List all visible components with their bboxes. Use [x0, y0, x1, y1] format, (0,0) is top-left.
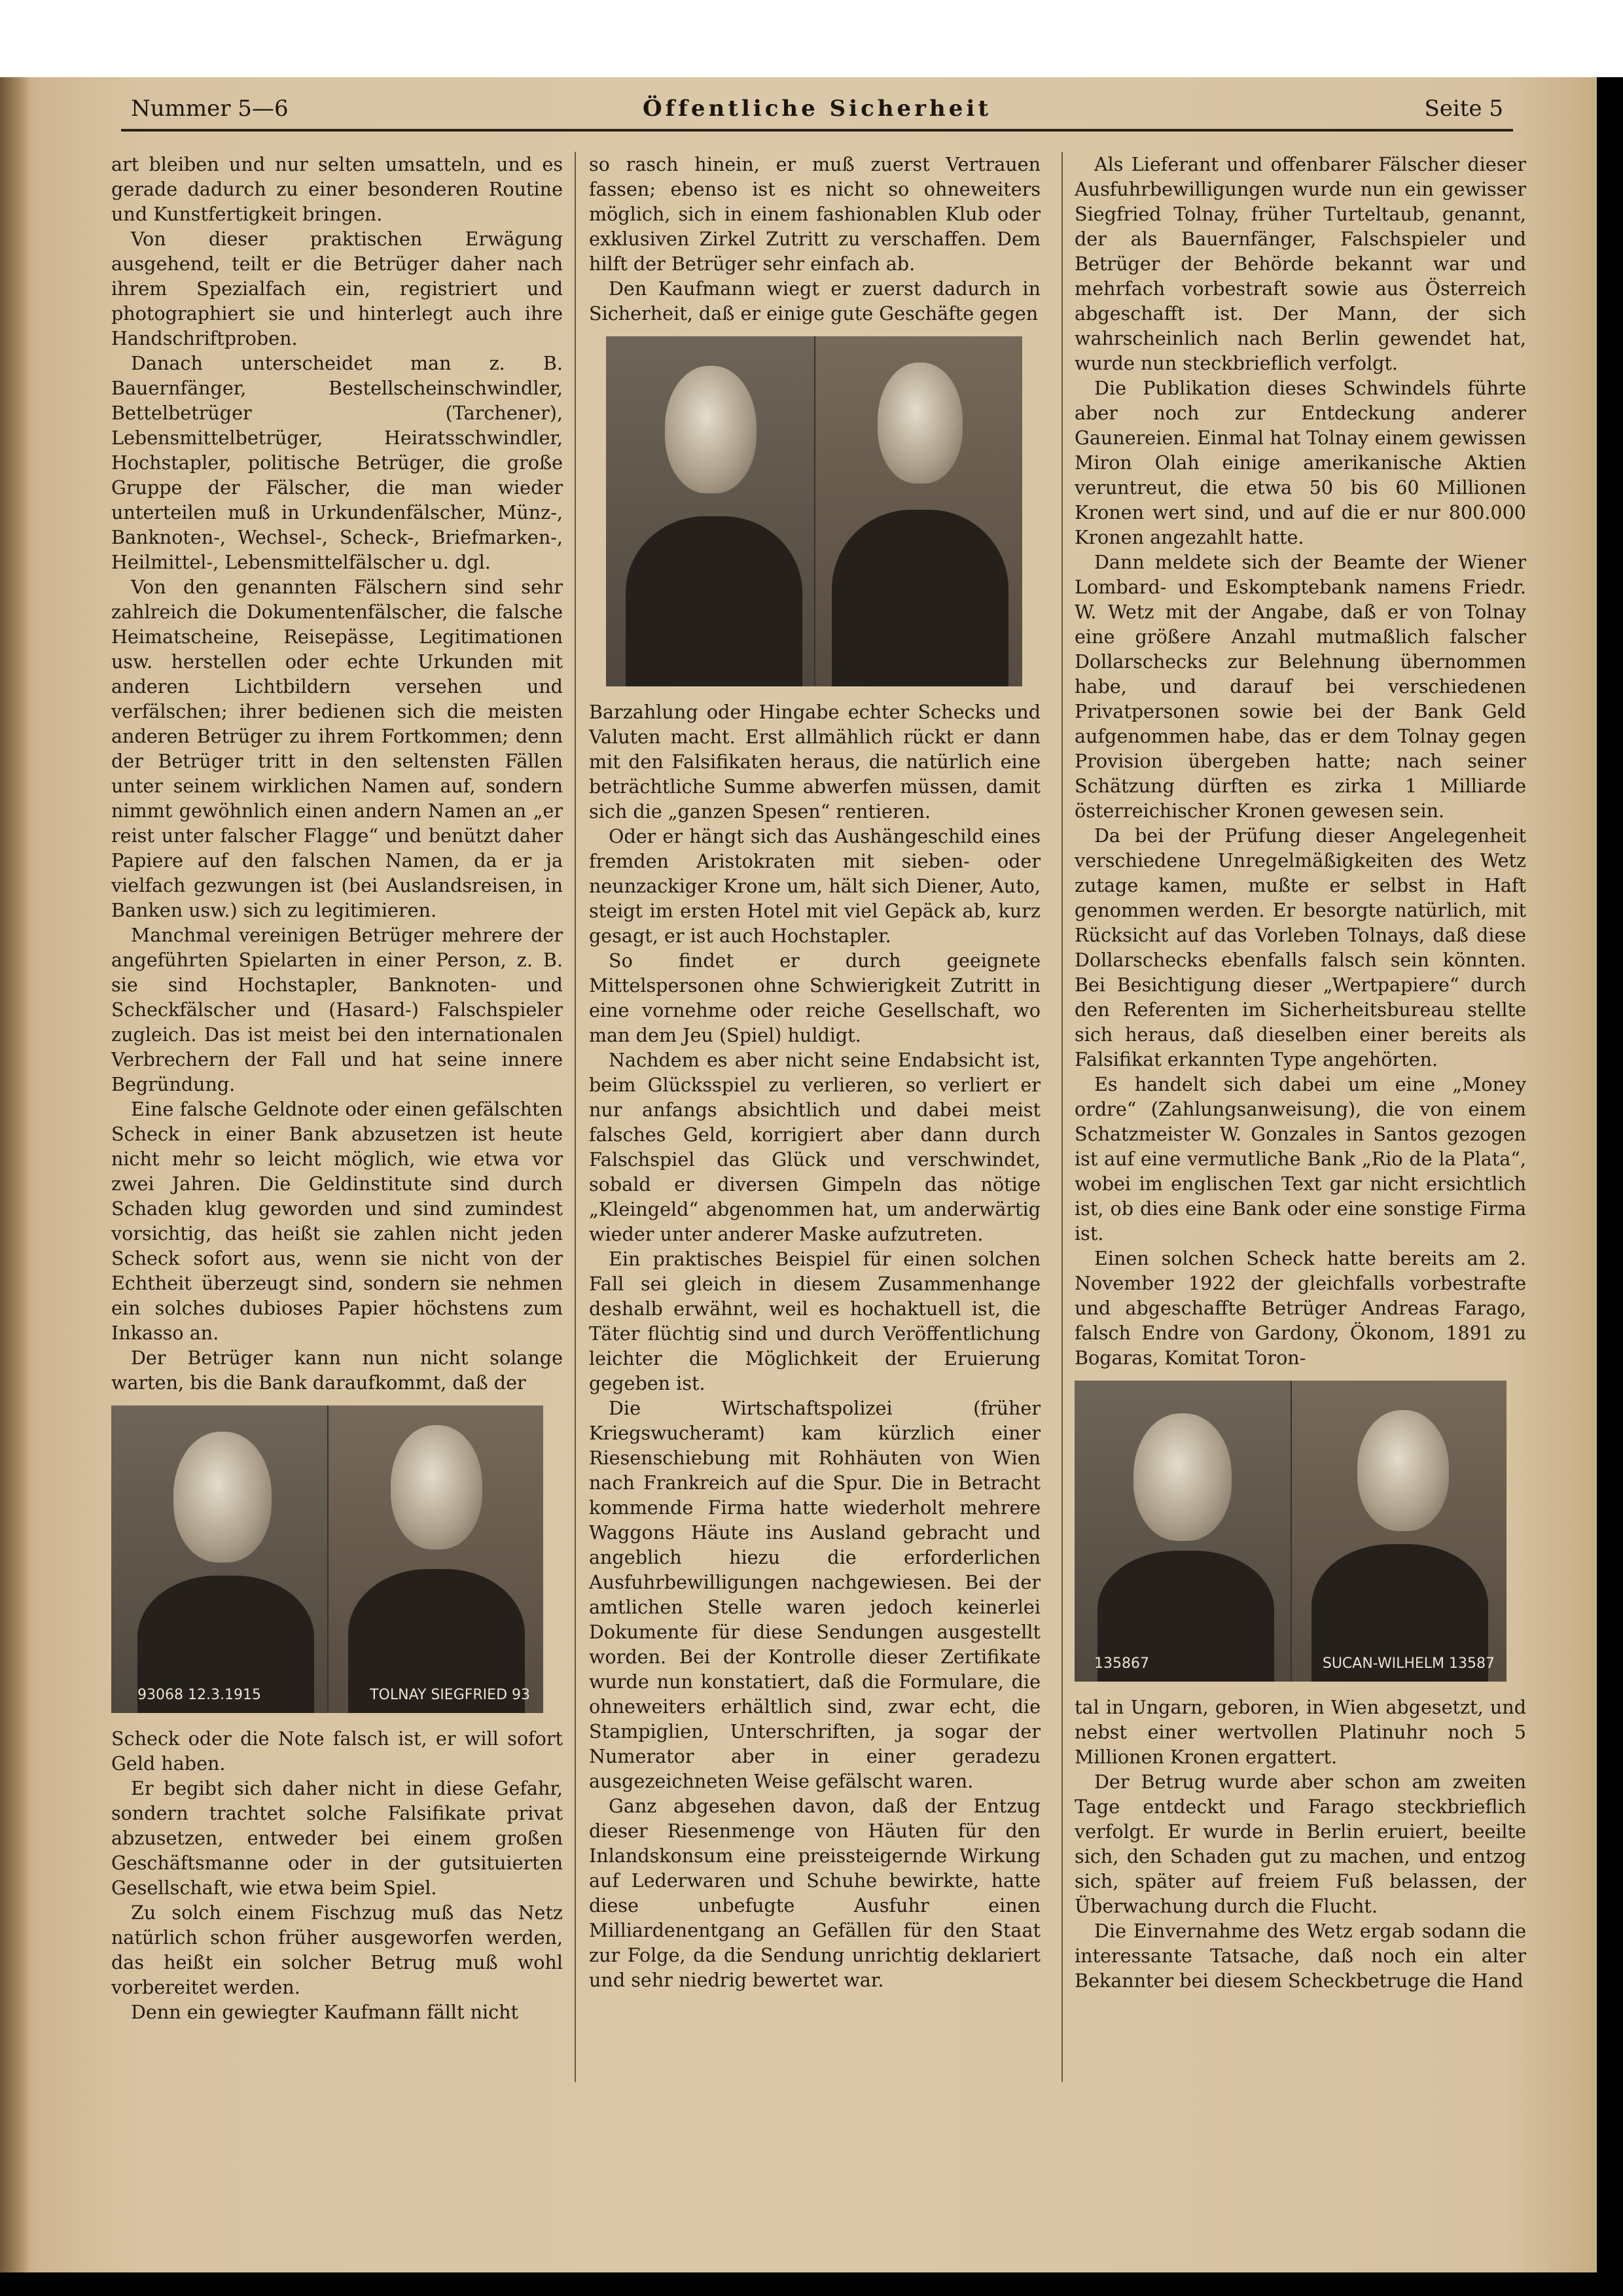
paragraph: so rasch hinein, er muß zuerst Vertrauen fassen; ebenso ist es nicht so ohneweiters möglich, sich in einem fashionablen Klub oder exklusiven Zirkel Zutritt zu verschaffen. Dem hilft der Betrüger sehr einfach ab.: [589, 153, 1041, 275]
paragraph: Nachdem es aber nicht seine Endabsicht ist, beim Glücksspiel zu verlieren, so verliert er nur anfangs absichtlich und dabei meist falsches Geld, korrigiert aber dann durch Falschspiel das Glück und verschwindet, sobald er diversen Gimpeln das nötige „Kleingeld“ abgenommen hat, um anderwärtig wieder unter anderer Maske aufzutreten.: [589, 1049, 1041, 1245]
paragraph: Zu solch einem Fischzug muß das Netz natürlich schon früher ausgeworfen werden, das heißt ein solcher Betrug muß wohl vorbereitet werden.: [111, 1901, 563, 1998]
paragraph: tal in Ungarn, geboren, in Wien abgesetzt, und nebst einer wertvollen Platinuhr noch 5 Millionen Kronen ergattert.: [1075, 1696, 1526, 1768]
paragraph: Als Lieferant und offenbarer Fälscher dieser Ausfuhrbewilligungen wurde nun ein gewisser Siegfried Tolnay, früher Turteltaub, genannt, der als Bauernfänger, Falschspieler und Betrüger der Behörde bekannt war und mehrfach vorbestraft sowie aus Österreich abgeschafft ist. Der Mann, der sich wahrscheinlich nach Berlin gewendet hat, wurde nun steckbrieflich verfolgt.: [1075, 153, 1526, 374]
paragraph: So findet er durch geeignete Mittelspersonen ohne Schwierigkeit Zutritt in eine vornehme oder reiche Gesellschaft, wo man dem Jeu (Spiel) huldigt.: [589, 949, 1041, 1046]
page-number: Seite 5: [1424, 96, 1503, 122]
paragraph: Einen solchen Scheck hatte bereits am 2. November 1922 der gleichfalls vorbestrafte und abgeschaffte Betrüger Andreas Farago, falsch Endre von Gardony, Ökonom, 1891 zu Bogaras, Komitat Toron-: [1075, 1247, 1526, 1369]
issue-number: Nummer 5—6: [131, 96, 289, 122]
mugshot-photo-farago: [1075, 1381, 1507, 1682]
profile-view: [1075, 1381, 1291, 1682]
paragraph: Ein praktisches Beispiel für einen solchen Fall sei gleich in diesem Zusammenhange deshalb erwähnt, weil es hochaktuell ist, die Täter flüchtig sind und durch Veröffentlichung leichter die Möglichkeit der Eruierung gegeben ist.: [589, 1248, 1041, 1394]
paragraph: Oder er hängt sich das Aushängeschild eines fremden Aristokraten mit sieben- oder neunzackiger Krone um, hält sich Diener, Auto, steigt im ersten Hotel mit viel Gepäck ab, kurz gesagt, er ist auch Hochstapler.: [589, 825, 1041, 947]
paragraph: Eine falsche Geldnote oder einen gefälschten Scheck in einer Bank abzusetzen ist heute nicht mehr so leicht möglich, wie etwa vor zwei Jahren. Die Geldinstitute sind durch Schaden klug geworden und sind zumindest vorsichtig, das heißt sie zahlen nicht jeden Scheck sofort aus, wenn sie nicht von der Echtheit überzeugt sind, sondern sie nehmen ein solches dubioses Papier höchstens zum Inkasso an.: [111, 1098, 563, 1344]
paragraph: Ganz abgesehen davon, daß der Entzug dieser Riesenmenge von Häuten für den Inlandskonsum eine preissteigernde Wirkung auf Lederwaren und Schuhe bewirkte, hatte diese unbefugte Ausfuhr einen Milliardenentgang an Gefällen für den Staat zur Folge, da die Sendung unrichtig deklariert und sehr niedrig bewertet war.: [589, 1795, 1041, 1991]
paragraph: Manchmal vereinigen Betrüger mehrere der angeführten Spielarten in einer Person, z. B. sie sind Hochstapler, Banknoten- und Scheckfälscher und (Hasard-) Falschspieler zugleich. Das ist meist bei den internationalen Verbrechern der Fall und hat seine innere Begründung.: [111, 924, 563, 1095]
paragraph: Der Betrüger kann nun nicht solange warten, bis die Bank daraufkommt, daß der: [111, 1347, 563, 1394]
text-column-1: [111, 152, 563, 2024]
mugshot-photo-tolnay: [111, 1405, 543, 1713]
mugshot-photo-1: [606, 336, 1022, 686]
paragraph: Die Einvernahme des Wetz ergab sodann die interessante Tatsache, daß noch ein alter Bekannter bei diesem Scheckbetruge die Hand: [1075, 1920, 1526, 1992]
paragraph: Die Wirtschaftspolizei (früher Kriegswucheramt) kam kürzlich einer Riesenschiebung mit Rohhäuten von Wien nach Frankreich auf die Spur. Die in Betracht kommende Firma hatte wiederholt mehrere Waggons Häute ins Ausland gebracht und angeblich hiezu die erforderlichen Ausfuhrbewilligungen nachgewiesen. Bei der amtlichen Stelle waren jedoch keinerlei Dokumente für diese Sendungen ausgestellt worden. Bei der Kontrolle dieser Zertifikate wurde nun konstatiert, daß die Formulare, die ohneweiters erhältlich sind, zwar echt, die Stampiglien, Unterschriften, ja sogar der Numerator aber in einer geradezu ausgezeichneten Weise gefälscht waren.: [589, 1397, 1041, 1792]
column-divider: [575, 152, 576, 2082]
paragraph: Er begibt sich daher nicht in diese Gefahr, sondern trachtet solche Falsifikate privat abzusetzen, entweder bei einem großen Geschäftsmanne oder in der gutsituierten Gesellschaft, wie etwa beim Spiel.: [111, 1777, 563, 1899]
page-header: [121, 92, 1513, 126]
photo-caption-right: TOLNAY SIEGFRIED 93: [370, 1687, 530, 1703]
publication-title: Öffentliche Sicherheit: [642, 96, 992, 122]
front-view: [814, 336, 1022, 686]
paragraph: Scheck oder die Note falsch ist, er will sofort Geld haben.: [111, 1727, 563, 1775]
paragraph: Den Kaufmann wiegt er zuerst dadurch in Sicherheit, daß er einige gute Geschäfte gegen: [589, 277, 1041, 325]
paragraph: Es handelt sich dabei um eine „Money ordre“ (Zahlungsanweisung), die von einem Schatzmeister W. Gonzales in Santos gezogen ist auf eine vermutliche Bank „Rio de la Plata“, wobei im englischen Text gar nicht ersichtlich ist, ob dies eine Bank oder eine sonstige Firma ist.: [1075, 1073, 1526, 1245]
paragraph: Der Betrug wurde aber schon am zweiten Tage entdeckt und Farago steckbrieflich verfolgt. Er wurde in Berlin eruiert, beeilte sich, den Schaden gut zu machen, und entzog sich, später auf freiem Fuß belassen, der Überwachung durch die Flucht.: [1075, 1771, 1526, 1917]
text-column-2: [589, 152, 1041, 1992]
front-view: [1291, 1381, 1507, 1682]
paragraph: art bleiben und nur selten umsatteln, und es gerade dadurch zu einer besonderen Routine und Kunstfertigkeit bringen.: [111, 153, 563, 225]
text-column-3: [1075, 152, 1526, 1993]
profile-view: [111, 1405, 327, 1713]
paragraph: Da bei der Prüfung dieser Angelegenheit verschiedene Unregelmäßigkeiten des Wetz zutage kamen, mußte er selbst in Haft genommen werden. Er besorgte natürlich, mit Rücksicht auf das Vorleben Tolnays, daß diese Dollarschecks ebenfalls falsch sein könnten. Bei Besichtigung dieser „Wertpapiere“ durch den Referenten im Sicherheitsbureau stellte sich heraus, daß dieselben einer bereits als Falsifikat erkannten Type angehörten.: [1075, 824, 1526, 1070]
photo-caption-right: SUCAN-WILHELM 13587: [1322, 1655, 1495, 1672]
header-rule: [121, 129, 1513, 132]
paragraph: Denn ein gewiegter Kaufmann fällt nicht: [131, 2001, 519, 2023]
front-view: [327, 1405, 543, 1713]
column-divider: [1061, 152, 1063, 2082]
paragraph: Dann meldete sich der Beamte der Wiener Lombard- und Eskomptebank namens Friedr. W. Wetz mit der Angabe, daß er von Tolnay eine größere Anzahl mutmaßlich falscher Dollarschecks zur Belehnung übernommen habe, und darauf bei verschiedenen Privatpersonen sowie bei der Bank Geld aufgenommen habe, das er dem Tolnay gegen Provision übergeben hatte; nach seiner Schätzung dürften es zirka 1 Milliarde österreichischer Kronen gewesen sein.: [1075, 551, 1526, 822]
paragraph: Von dieser praktischen Erwägung ausgehend, teilt er die Betrüger daher nach ihrem Spezialfach ein, registriert und photographiert sie und hinterlegt auch ihre Handschriftproben.: [111, 228, 563, 349]
paragraph: Die Publikation dieses Schwindels führte aber noch zur Entdeckung anderer Gaunereien. Einmal hat Tolnay einem gewissen Miron Olah einige amerikanische Aktien veruntreut, die etwa 50 bis 60 Millionen Kronen wert sind, und auf die er nur 800.000 Kronen angezahlt hatte.: [1075, 377, 1526, 548]
photo-caption-left: 93068 12.3.1915: [137, 1687, 261, 1703]
binding-shadow: [0, 77, 29, 2272]
paragraph: Von den genannten Fälschern sind sehr zahlreich die Dokumentenfälscher, die falsche Heimatscheine, Reisepässe, Legitimationen usw. herstellen oder echte Urkunden mit anderen Lichtbildern versehen und verfälschen; ihrer bedienen sich die meisten anderen Betrüger zu ihrem Fortkommen; denn der Betrüger tritt in den seltensten Fällen unter seinem wirklichen Namen auf, sondern nimmt gewöhnlich einen andern Namen an „er reist unter falscher Flagge“ und benützt daher Papiere auf den falschen Namen, da er ja vielfach gezwungen ist (bei Auslandsreisen, in Banken usw.) sich zu legitimieren.: [111, 576, 563, 921]
paragraph: Danach unterscheidet man z. B. Bauernfänger, Bestellscheinschwindler, Bettelbetrüger (Tarchener), Lebensmittelbetrüger, Heiratsschwindler, Hochstapler, politische Betrüger, die große Gruppe der Fälscher, die man wieder unterteilen muß in Urkundenfälscher, Münz-, Banknoten-, Wechsel-, Scheck-, Briefmarken-, Heilmittel-, Lebensmittelfälscher u. dgl.: [111, 352, 563, 573]
top-margin: [0, 0, 1623, 77]
paragraph: Barzahlung oder Hingabe echter Schecks und Valuten macht. Erst allmählich rückt er dann mit den Falsifikaten heraus, die natürlich eine beträchtliche Summe abwerfen müssen, damit sich die „ganzen Spesen“ rentieren.: [589, 701, 1041, 822]
photo-caption-left: 135867: [1094, 1655, 1149, 1672]
profile-view: [606, 336, 814, 686]
